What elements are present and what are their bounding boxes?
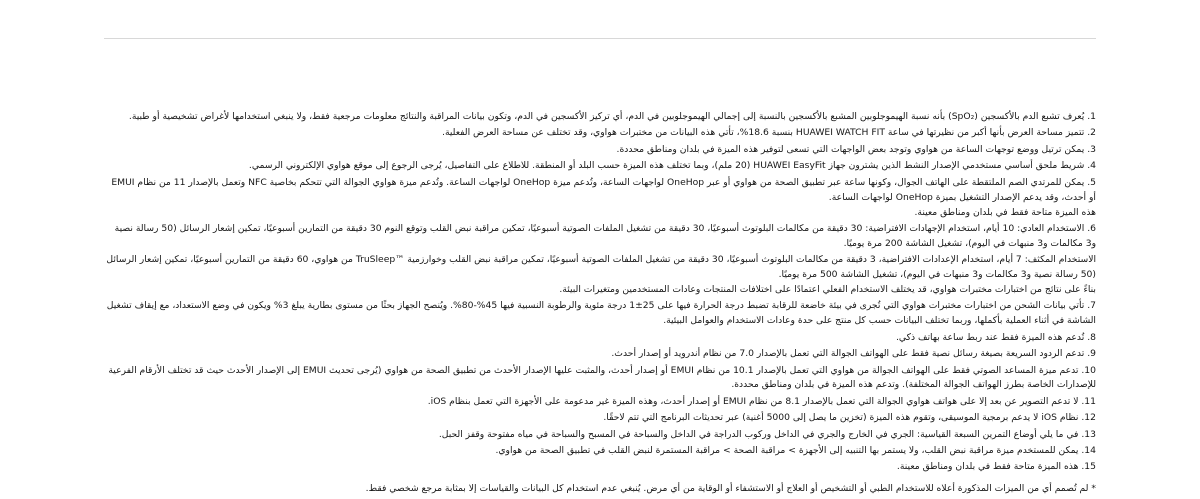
footnote-item: 9. تدعم الردود السريعة بصيغة رسائل نصية فقط على الهواتف الجوالة التي تعمل بالإصدار 7.0 من نظام أندرويد أو إصدار أحدث. — [611, 348, 1096, 360]
footnote-item: 10. تدعم ميزة المساعد الصوتي فقط على الهواتف الجوالة من هواوي التي تعمل بالإصدار 10.1 من نظام EMUI أو إصدار أحدث، والمثبت عليها الإصدار الأحدث من تطبيق الصحة من هواوي (يُرجى تحديث EMUI إلى الإصدار الأحدث حيث قد تختلف الأرقام الفرعية للإصدارات الخاصة بطرز الهواتف الجوالة المختلفة). وتدعم هذه الميزة في بلدان ومناطق محددة. — [108, 364, 1096, 391]
footnote-item: 14. يمكن للمستخدم ميزة مراقبة نبض القلب، ولا يستمر بها التنبيه إلى الأجهزة > مراقبة الصحة > مراقبة المستمرة لنبض القلب في تطبيق الصحة من هواوي. — [495, 445, 1096, 457]
footnote-item: 5. يمكن للمرتدي الصم الملتقطة على الهاتف الجوال، وكونها ساعة عبر تطبيق الصحة من هواوي أو عبر OneHop لواجهات الساعة، وتُدعم ميزة OneHop لواجهات الساعة. وتُدعم ميزة هواوي الجوالة التي تتحكم بخاصية NFC وتعمل بالإصدار 11 من نظام EMUI أو أحدث، وقد يدعم الإصدار التشغيل بميزة OneHop لواجهات الساعة. — [111, 176, 1096, 203]
footnote-item: الاستخدام المكثف: 7 أيام، استخدام الإعدادات الافتراضية، 3 دقيقة من مكالمات البلوتوث أسبوعيًا، 30 دقيقة من تشغيل الملفات الصوتية أسبوعيًا، تمكين مراقبة نبض القلب وخوارزمية ™TruSleep من هواوي، 60 دقيقة من التمارين أسبوعيًا، تمكين إشعار الرسائل (50 رسالة نصية و3 مكالمات و3 منبهات في اليوم)، تشغيل الشاشة 500 مرة يوميًا. — [106, 253, 1096, 280]
footnote-item: 12. نظام iOS لا يدعم برمجية الموسيقى، وتقوم هذه الميزة (تخزين ما يصل إلى 5000 أغنية) عبر تحديثات البرنامج التي تتم لاحقًا. — [603, 412, 1096, 424]
footnote-item: 11. لا تدعم التصوير عن بعد إلا على هواتف هواوي الجوالة التي تعمل بالإصدار 8.1 من نظام EMUI أو إصدار أحدث، وهذه الميزة غير مدعومة على الأجهزة التي تعمل بنظام iOS. — [427, 395, 1096, 407]
footnote-item: 1. يُعرف تشبع الدم بالأكسجين (SpO₂) بأنه نسبة الهيموجلوبين المشبع بالأكسجين بالنسبة إلى إجمالي الهيموجلوبين في الدم، أي تركيز الأكسجين في الدم، وتكون بيانات المراقبة والنتائج معلومات مرجعية فقط، ولا ينبغي استخدامها لأغراض تشخيصية أو طبية. — [128, 111, 1096, 122]
footnote-item: هذه الميزة متاحة فقط في بلدان ومناطق معينة. — [914, 206, 1096, 218]
footnote-item: 7. تأتي بيانات الشحن من اختبارات مختبرات هواوي التي تُجرى في بيئة خاضعة للرقابة تضبط درجة الحرارة فيها على 25±1 درجة مئوية والرطوبة النسبية فيها 45%-80%. ويُنصح الجهاز بحثًا من مستوى بطارية يبلغ 3% ويكون في وضع الاستعداد، مع إيقاف تشغيل الشاشة في أثناء العملية بأكملها، وربما تختلف البيانات حسب كل منتج على حدة وعادات الاستخدام والعوامل البيئية. — [106, 300, 1096, 327]
footnote-item: 2. تتميز مساحة العرض بأنها أكبر من نظيرتها في ساعة HUAWEI WATCH FIT بنسبة 18.6%، تأتي هذه البيانات من مختبرات هواوي، وقد تختلف عن مساحة العرض الفعلية. — [442, 127, 1096, 139]
footnote-item: 8. تُدعم هذه الميزة فقط عند ربط ساعة بهاتف ذكي. — [896, 331, 1096, 343]
footnote-item: 4. شريط ملحق أساسي مستخدمي الإصدار النشط الذين يشترون جهاز HUAWEI EasyFit (20 ملم)، وبما تختلف هذه الميزة حسب البلد أو المنطقة. للاطلاع على التفاصيل، يُرجى الرجوع إلى موقع هواوي الإلكتروني الرسمي. — [248, 160, 1096, 172]
header-divider — [104, 38, 1096, 39]
footnotes-list — [104, 110, 1096, 499]
footnote-item: بناءً على نتائج من اختبارات مختبرات هواوي، قد يختلف الاستخدام الفعلي اعتمادًا على اختلافات المنتجات وعادات المستخدمين ومتغيرات البيئة. — [559, 283, 1096, 295]
footnote-disclaimer: * لم تُصمم أي من الميزات المذكورة أعلاه للاستخدام الطبي أو التشخيص أو العلاج أو الاستشفاء أو الوقاية من أي مرض. يُنبغي عدم استخدام كل البيانات والقياسات إلا بمثابة مرجع شخصي فقط. — [365, 483, 1096, 495]
footnote-item: 6. الاستخدام العادي: 10 أيام، استخدام الإجهادات الافتراضية: 30 دقيقة من مكالمات البلوتوث أسبوعيًا، 30 دقيقة من تشغيل الملفات الصوتية أسبوعيًا، تمكين مراقبة نبض القلب وتوقع النوم 30 دقيقة من التمارين أسبوعيًا، تمكين إشعار الرسائل (50 رسالة نصية و3 مكالمات و3 منبهات في اليوم)، تشغيل الشاشة 200 مرة يوميًا. — [114, 223, 1096, 250]
footnote-item: 15. هذه الميزة متاحة فقط في بلدان ومناطق معينة. — [896, 461, 1096, 473]
footnote-item: 3. يمكن ترتيل ووضع توجهات الساعة من هواوي وتوجد بعض الواجهات التي تسعى لتوفير هذه الميزة في بلدان ومناطق محددة. — [616, 143, 1096, 155]
footnote-item: 13. في ما يلي أوضاع التمرين السبعة القياسية: الجري في الخارج والجري في الداخل وركوب الدراجة في الداخل والسباحة في المسبح والسباحة في مياه مفتوحة وقفز الحبل. — [438, 428, 1096, 440]
